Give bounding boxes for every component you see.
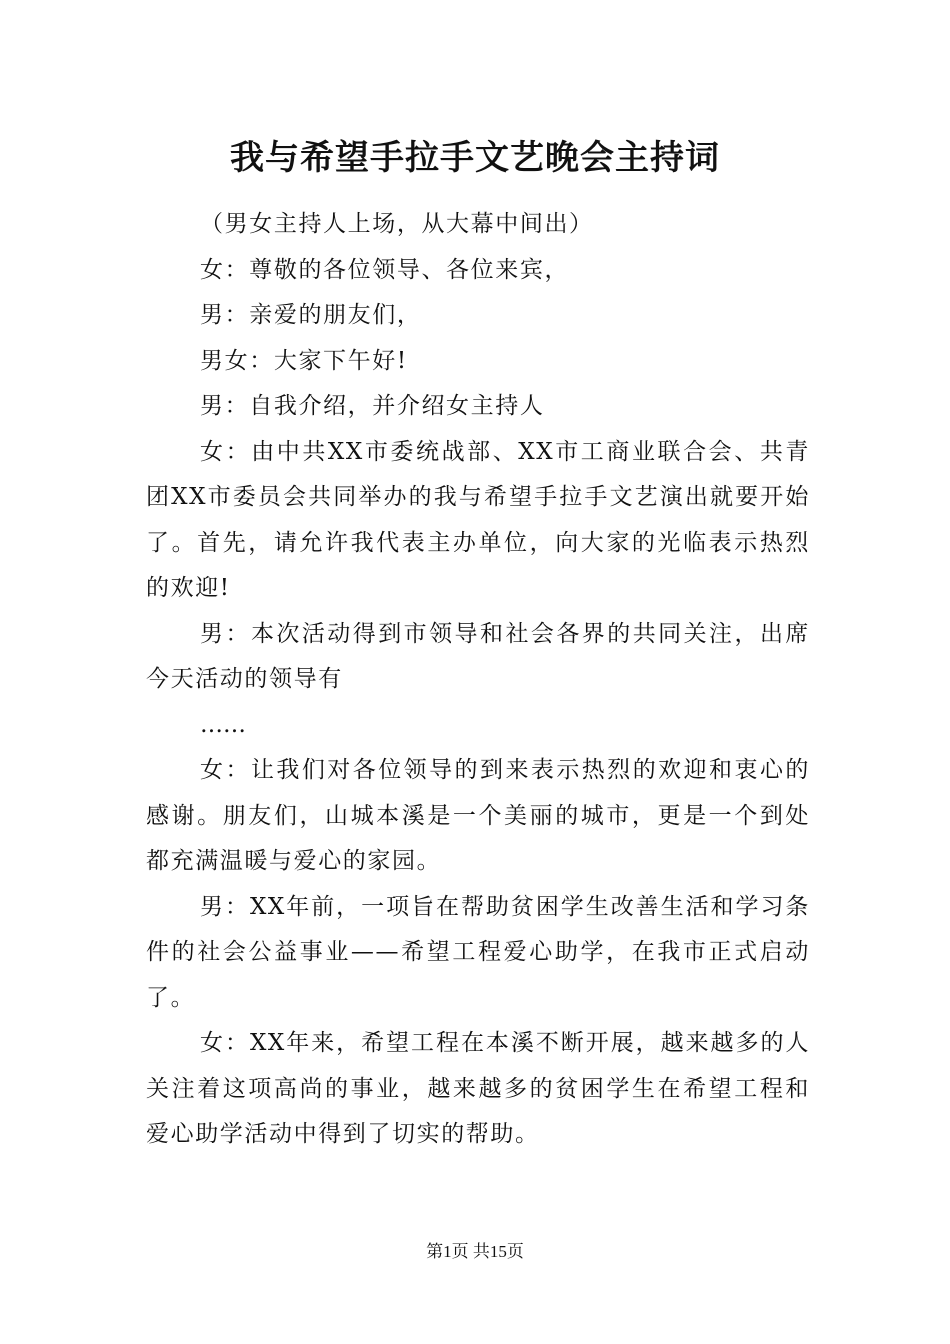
paragraph: 男：本次活动得到市领导和社会各界的共同关注，出席今天活动的领导有	[146, 620, 810, 692]
paragraph: 女：XX年来，希望工程在本溪不断开展，越来越多的人关注着这项高尚的事业，越来越多的贫困学生在希望工程和爱心助学活动中得到了切实的帮助。	[146, 1030, 810, 1147]
paragraph: 男：自我介绍，并介绍女主持人	[200, 393, 545, 419]
paragraph: 男：XX年前，一项旨在帮助贫困学生改善生活和学习条件的社会公益事业——希望工程爱心助学，在我市正式启动了。	[146, 893, 810, 1011]
paragraph: 男：亲爱的朋友们，	[200, 302, 422, 328]
paragraph: 男女：大家下午好!	[200, 347, 408, 374]
paragraph-stage-direction: （男女主持人上场，从大幕中间出）	[200, 211, 594, 237]
page-footer: 第1页 共15页	[426, 1242, 524, 1261]
document-title: 我与希望手拉手文艺晚会主持词	[230, 138, 720, 178]
document-body	[146, 202, 810, 1158]
paragraph: 女：尊敬的各位领导、各位来宾，	[200, 256, 570, 283]
paragraph-ellipsis: ……	[200, 711, 247, 738]
paragraph: 女：让我们对各位领导的到来表示热烈的欢迎和衷心的感谢。朋友们，山城本溪是一个美丽的城市，更是一个到处都充满温暖与爱心的家园。	[146, 757, 810, 874]
paragraph: 女：由中共XX市委统战部、XX市工商业联合会、共青团XX市委员会共同举办的我与希望手拉手文艺演出就要开始了。首先，请允许我代表主办单位，向大家的光临表示热烈的欢迎!	[146, 438, 810, 601]
